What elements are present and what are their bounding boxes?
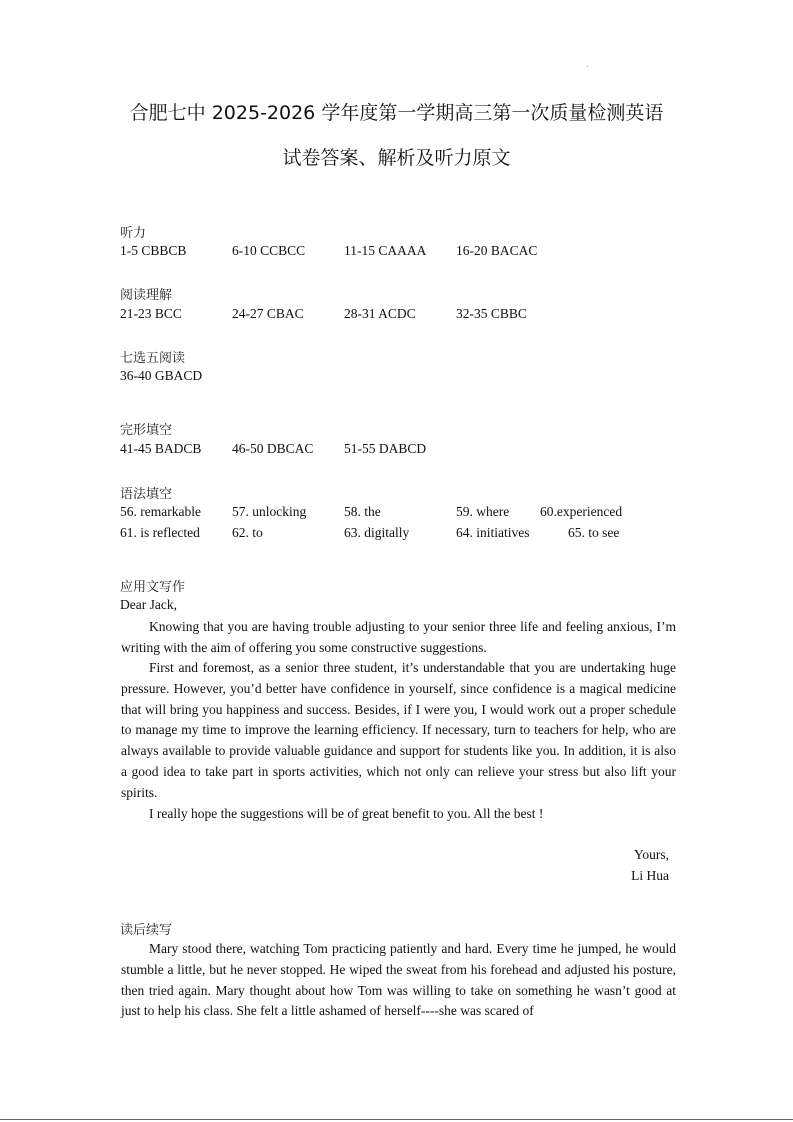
- page-bottom-rule: [0, 1119, 793, 1120]
- answer-group: 24-27 CBAC: [232, 306, 304, 321]
- grammar-answers-row1: [120, 504, 680, 522]
- letter-paragraph: First and foremost, as a senior three student, it’s understandable that you are undertaking huge pressure. However, you’d better have confidence in yourself, since confidence is a magical medicine that will bring you happiness and success. Besides, if I were you, I would work out a proper schedule to manage my time to improve the learning efficiency. If necessary, turn to teachers for help, who are always available to provide valuable guidance and support for students like you. In addition, it is also a good idea to take part in sports activities, which not only can relieve your stress but also lift your spirits.: [121, 660, 676, 800]
- cloze-answers: [120, 441, 680, 459]
- answer-group: 51-55 DABCD: [344, 441, 427, 456]
- answer-item: 63. digitally: [344, 525, 410, 540]
- answer-item: 65. to see: [568, 525, 620, 540]
- letter-paragraph: Knowing that you are having trouble adjusting to your senior three life and feeling anxious, I’m writing with the aim of offering you some constructive suggestions.: [121, 619, 676, 655]
- letter-signature: Li Hua: [631, 868, 669, 883]
- section-heading-continuation: 读后续写: [120, 923, 173, 938]
- answer-group: 1-5 CBBCB: [120, 243, 187, 258]
- section-heading-cloze: 完形填空: [120, 423, 173, 438]
- answer-group: 21-23 BCC: [120, 306, 182, 321]
- seven-five-answers: [120, 368, 680, 386]
- answer-group: 6-10 CCBCC: [232, 243, 306, 258]
- answer-item: 57. unlocking: [232, 504, 307, 519]
- page-speck: [587, 66, 588, 67]
- answer-item: 62. to: [232, 525, 263, 540]
- letter-closing: Yours,: [633, 847, 669, 862]
- section-heading-reading: 阅读理解: [120, 288, 173, 303]
- letter-paragraph: I really hope the suggestions will be of great benefit to you. All the best !: [149, 806, 544, 821]
- answer-group: 28-31 ACDC: [344, 306, 416, 321]
- answer-item: 60.experienced: [540, 504, 623, 519]
- answer-item: 64. initiatives: [456, 525, 530, 540]
- section-heading-listening: 听力: [120, 226, 147, 241]
- continuation-paragraph: Mary stood there, watching Tom practicing patiently and hard. Every time he jumped, he would stumble a little, but he never stopped. He wiped the sweat from his forehead and adjusted his posture, then tried again. Mary thought about how Tom was willing to take on something he wasn’t good at just to help his class. She felt a little ashamed of herself----she was scared of: [121, 941, 676, 1019]
- answer-group: 32-35 CBBC: [456, 306, 527, 321]
- answer-item: 58. the: [344, 504, 381, 519]
- section-heading-seven-five: 七选五阅读: [120, 351, 186, 366]
- section-heading-writing: 应用文写作: [120, 580, 186, 595]
- answer-group: 16-20 BACAC: [456, 243, 538, 258]
- answer-item: 61. is reflected: [120, 525, 200, 540]
- answer-item: 56. remarkable: [120, 504, 201, 519]
- letter-salutation: Dear Jack,: [120, 597, 177, 612]
- document-subtitle: 试卷答案、解析及听力原文: [282, 147, 511, 169]
- answer-item: 59. where: [456, 504, 510, 519]
- grammar-answers-row2: [120, 525, 680, 543]
- answer-group: 41-45 BADCB: [120, 441, 202, 456]
- answer-group: 11-15 CAAAA: [344, 243, 427, 258]
- section-heading-grammar: 语法填空: [120, 487, 173, 502]
- listening-answers: [120, 243, 680, 261]
- answer-group: 36-40 GBACD: [120, 368, 203, 383]
- document-title: 合肥七中 2025-2026 学年度第一学期高三第一次质量检测英语: [129, 102, 664, 124]
- answer-group: 46-50 DBCAC: [232, 441, 314, 456]
- reading-answers: [120, 306, 680, 324]
